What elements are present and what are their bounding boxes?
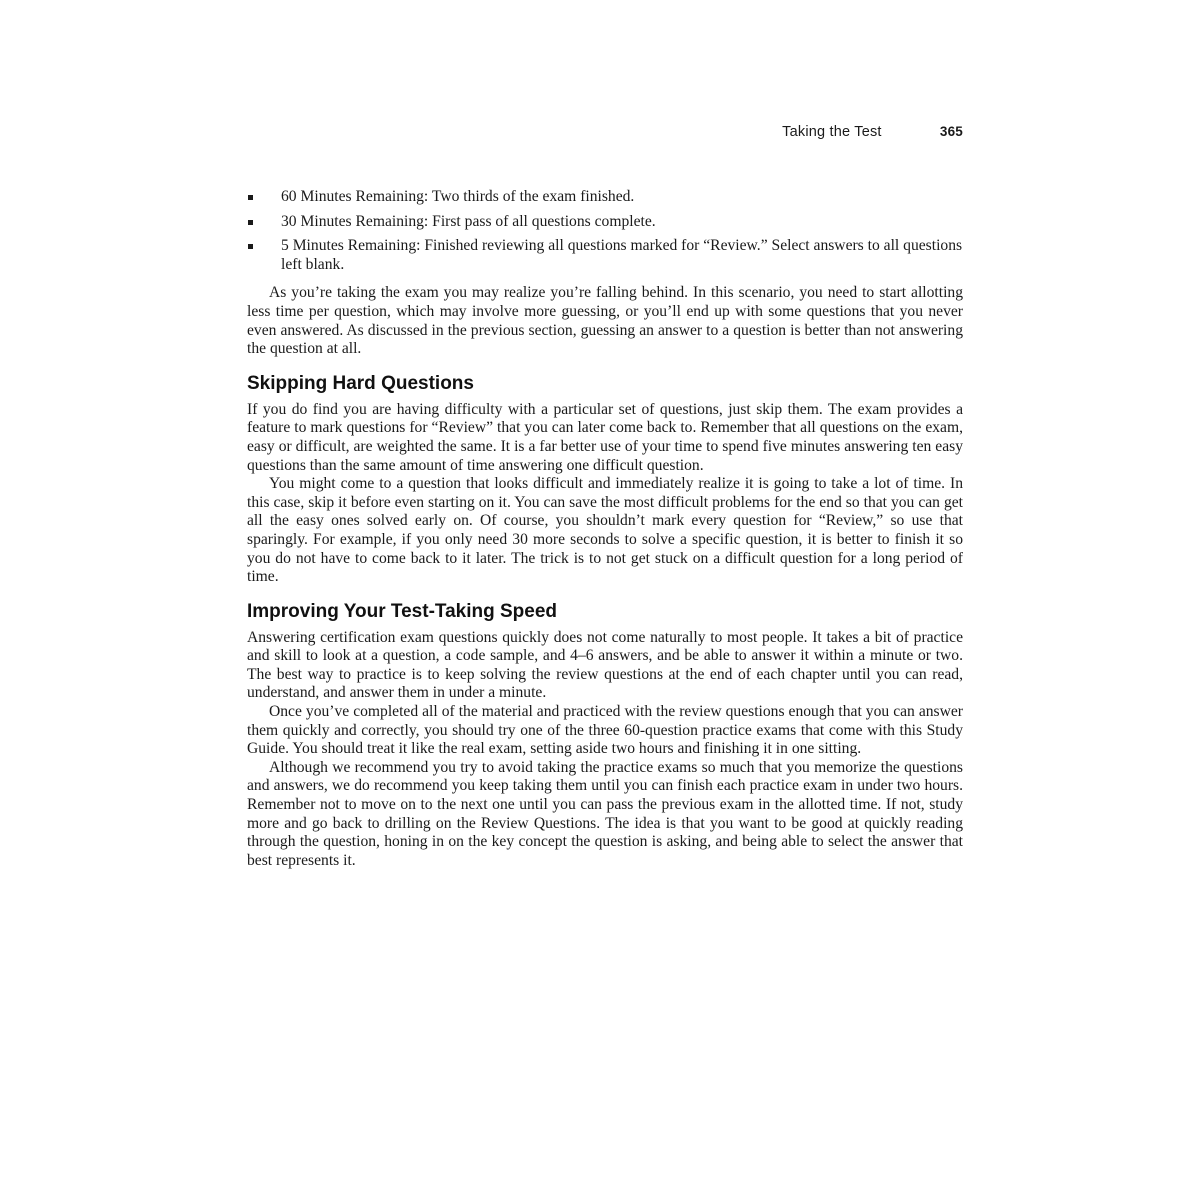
running-head <box>782 124 963 140</box>
section-heading-skipping: Skipping Hard Questions <box>247 372 474 394</box>
page-number: 365 <box>939 124 963 139</box>
paragraph: If you do find you are having difficulty with a particular set of questions, just skip them. The exam provides a feature to mark questions for “Review” that you can later come back to. Remember that all questions on the exam, easy or difficult, are weighted the same. It is a far better use of your time to spend five minutes answering ten easy questions than the same amount of time answering one difficult question. <box>247 400 963 474</box>
square-bullet-icon <box>248 220 253 225</box>
paragraph: You might come to a question that looks difficult and immediately realize it is going to take a lot of time. In this case, skip it before even starting on it. You can save the most difficult problems for the end so that you can get all the easy ones solved early on. Of course, you shouldn’t mark every question for “Review,” so use that sparingly. For example, if you only need 30 more seconds to solve a specific question, it is better to finish it so you do not have to come back to it later. The trick is to not get stuck on a difficult question for a long period of time. <box>247 475 963 586</box>
paragraph: Answering certification exam questions quickly does not come naturally to most people. It takes a bit of practice and skill to look at a question, a code sample, and 4–6 answers, and be able to answer it within a minute or two. The best way to practice is to keep solving the review questions at the end of each chapter until you can read, understand, and answer them in under a minute. <box>247 628 963 702</box>
square-bullet-icon <box>248 195 253 200</box>
running-title: Taking the Test <box>782 124 882 140</box>
bullet-item <box>247 188 963 207</box>
bullet-list <box>247 188 963 274</box>
paragraph: Once you’ve completed all of the material and practiced with the review questions enough that you can answer them quickly and correctly, you should try one of the three 60-question practice exams that come with this Study Guide. You should treat it like the real exam, setting aside two hours and finishing it in one sitting. <box>247 703 963 758</box>
bullet-text: 5 Minutes Remaining: Finished reviewing all questions marked for “Review.” Select answers to all questions left blank. <box>281 237 963 273</box>
bullet-item <box>247 237 963 274</box>
bullet-item <box>247 213 963 232</box>
book-page <box>247 0 963 1200</box>
section-heading-speed: Improving Your Test-Taking Speed <box>247 600 558 622</box>
bullet-text: 30 Minutes Remaining: First pass of all questions complete. <box>281 212 656 230</box>
square-bullet-icon <box>248 244 253 249</box>
page-body <box>247 188 963 870</box>
paragraph: Although we recommend you try to avoid taking the practice exams so much that you memorize the questions and answers, we do recommend you keep taking them until you can finish each practice exam in under two hours. Remember not to move on to the next one until you can pass the previous exam in the allotted time. If not, study more and go back to drilling on the Review Questions. The idea is that you want to be good at quickly reading through the question, honing in on the key concept the question is asking, and being able to select the answer that best represents it. <box>247 758 963 869</box>
intro-paragraph: As you’re taking the exam you may realize you’re falling behind. In this scenario, you need to start allotting less time per question, which may involve more guessing, or you’ll end up with some questions that you never even answered. As discussed in the previous section, guessing an answer to a question is better than not answering the question at all. <box>247 284 963 358</box>
bullet-text: 60 Minutes Remaining: Two thirds of the exam finished. <box>281 188 635 205</box>
